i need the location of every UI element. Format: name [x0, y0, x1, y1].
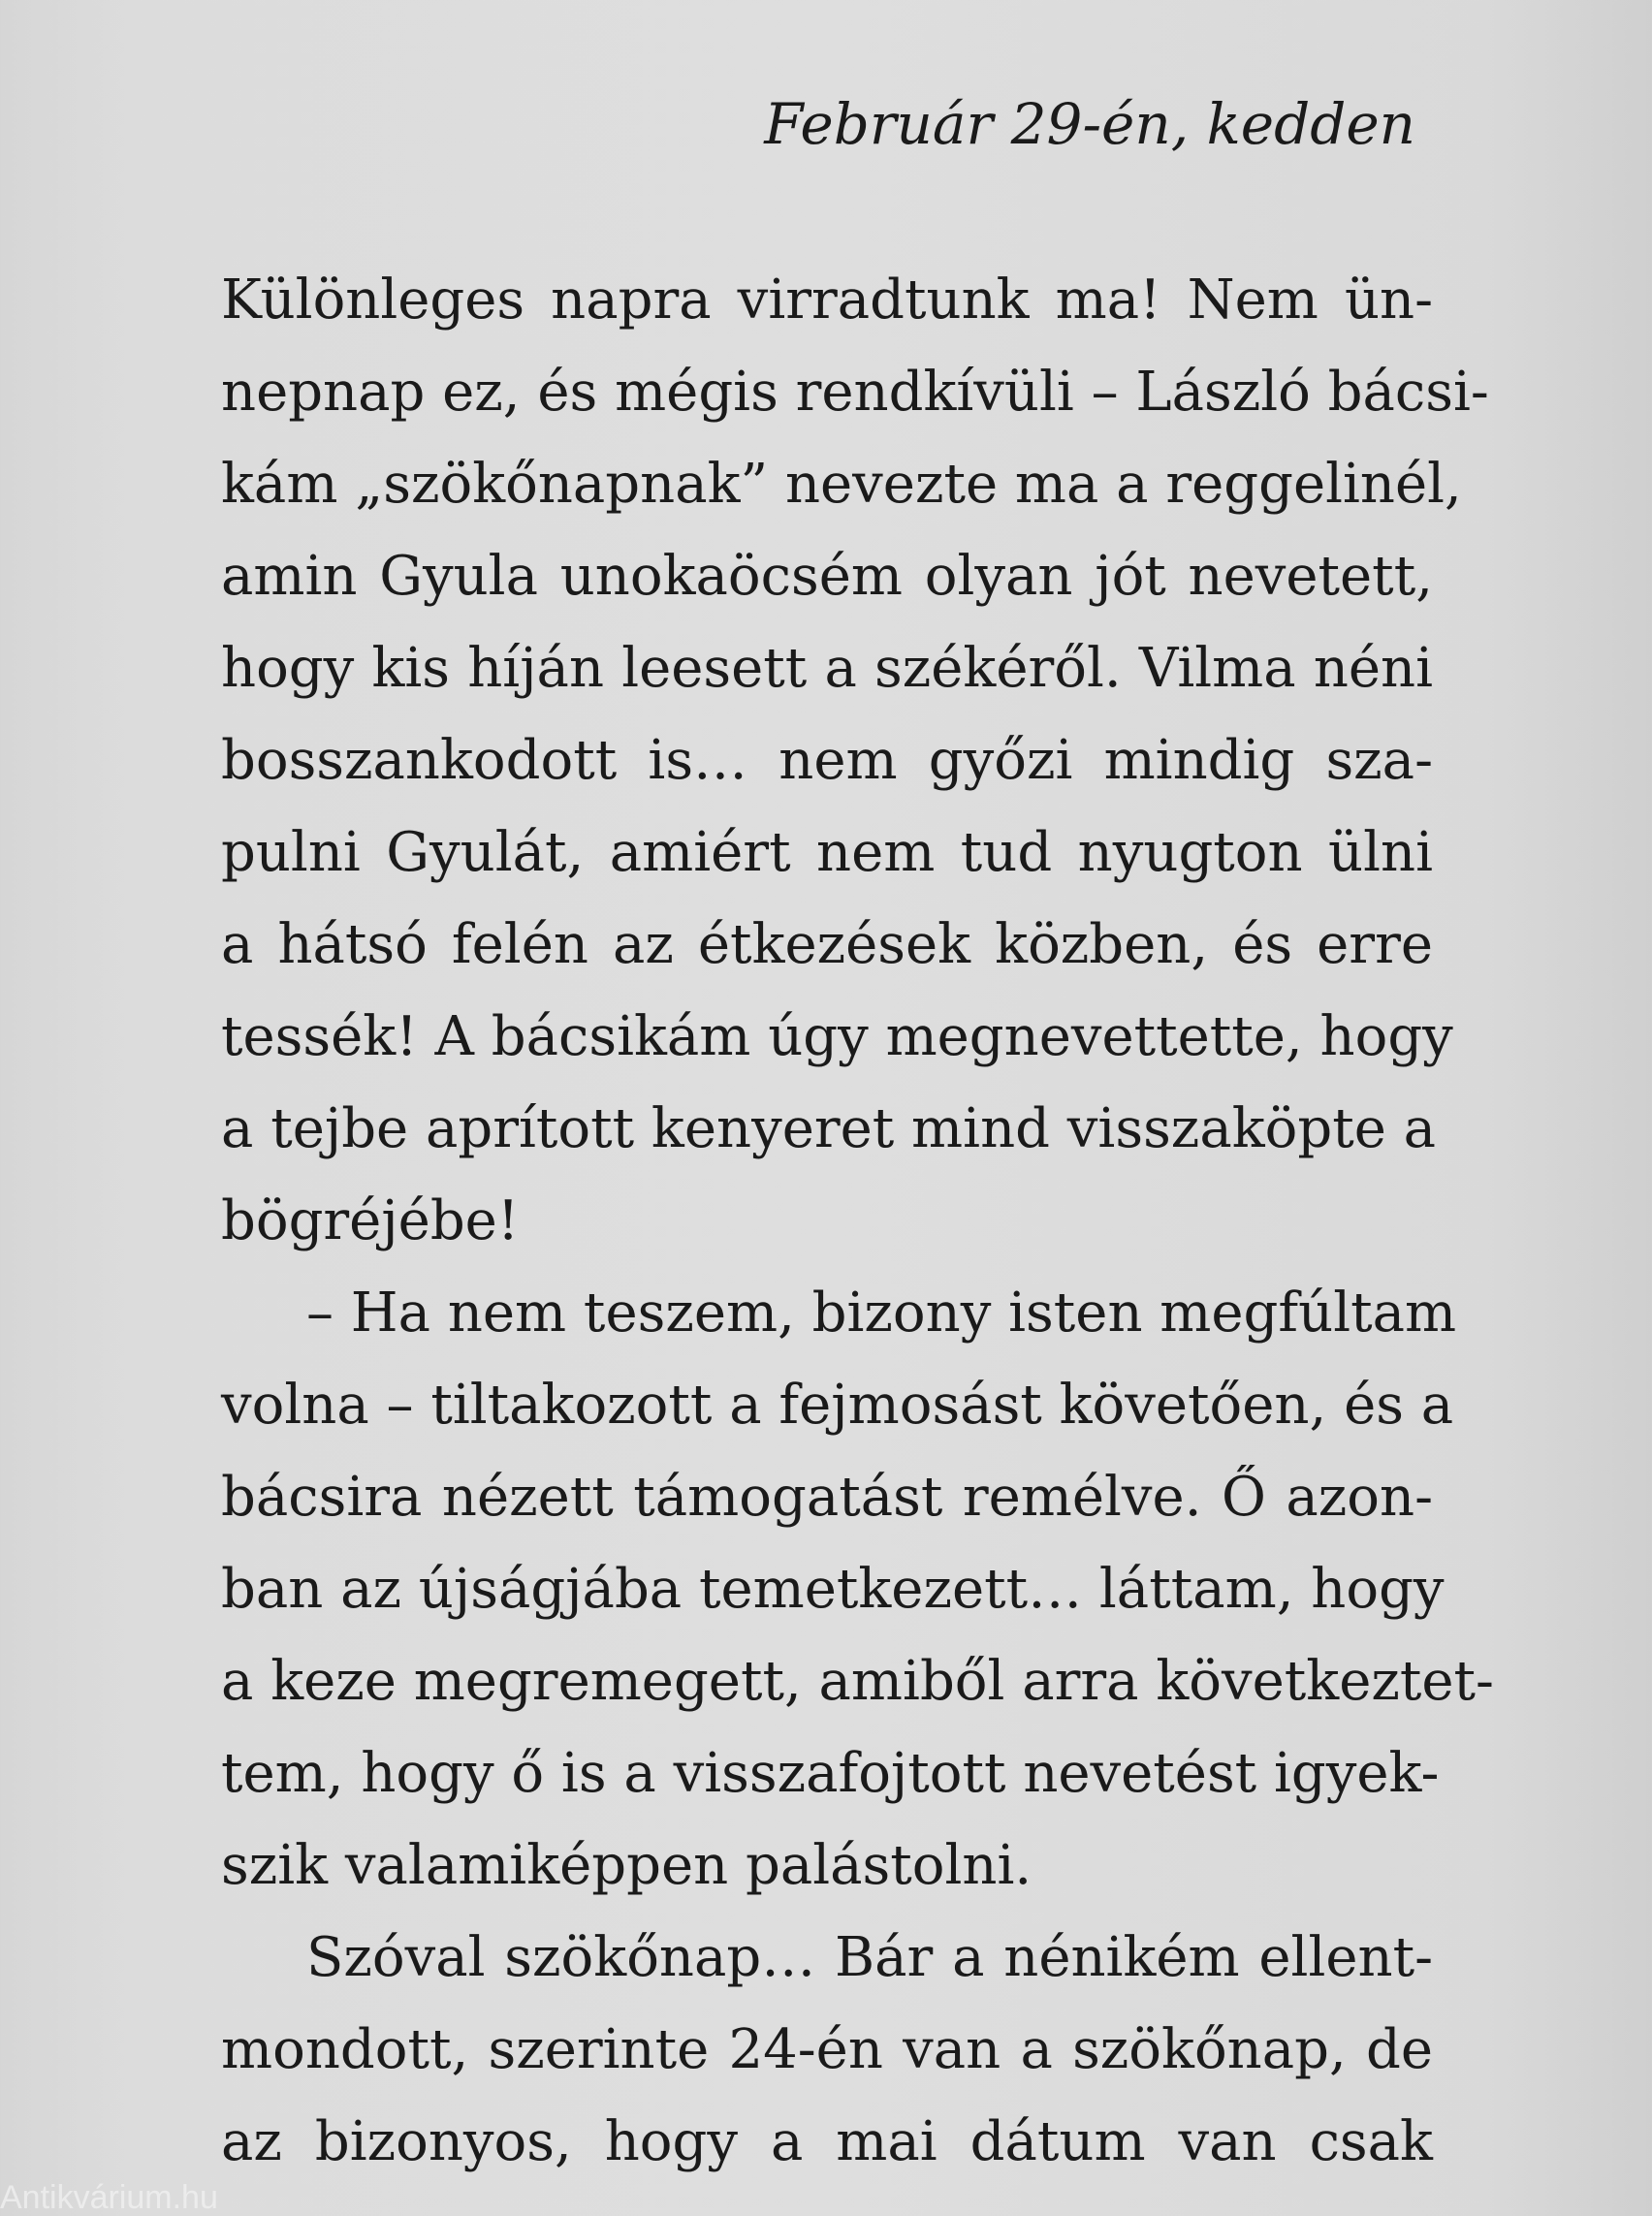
diary-entry-text: [221, 254, 1494, 2188]
text-line: – Ha nem teszem, bizony isten megfúltam: [306, 1282, 1457, 1345]
watermark: Antikvárium.hu: [0, 2179, 218, 2216]
text-line: kám „szökőnapnak” nevezte ma a reggelinél,: [221, 453, 1462, 516]
diary-entry-date: Február 29-én, kedden: [764, 91, 1415, 157]
text-line: bácsira nézett támogatást remélve. Ő azon-: [221, 1466, 1433, 1529]
text-line: Különleges napra virradtunk ma! Nem ün-: [221, 269, 1433, 332]
text-line: a keze megremegett, amiből arra következtet-: [221, 1650, 1494, 1713]
text-line: pulni Gyulát, amiért nem tud nyugton ülni: [221, 821, 1433, 884]
text-line: hogy kis híján leesett a székéről. Vilma néni: [221, 637, 1433, 700]
text-line: szik valamiképpen palástolni.: [221, 1834, 1032, 1897]
text-line: mondott, szerinte 24-én van a szökőnap, de: [221, 2018, 1433, 2081]
text-line: tessék! A bácsikám úgy megnevettette, hogy: [221, 1005, 1453, 1068]
text-line: Szóval szökőnap… Bár a nénikém ellent-: [306, 1926, 1433, 1989]
text-line: az bizonyos, hogy a mai dátum van csak: [221, 2110, 1433, 2173]
text-line: bögréjébe!: [221, 1189, 520, 1252]
text-line: ban az újságjába temetkezett… láttam, hogy: [221, 1558, 1445, 1621]
text-line: amin Gyula unokaöcsém olyan jót nevetett,: [221, 545, 1433, 608]
text-line: tem, hogy ő is a visszafojtott nevetést igyek-: [221, 1742, 1440, 1805]
text-line: a hátsó felén az étkezések közben, és erre: [221, 913, 1433, 976]
text-line: a tejbe aprított kenyeret mind visszaköpte a: [221, 1097, 1437, 1160]
text-line: nepnap ez, és mégis rendkívüli – László bácsi-: [221, 361, 1489, 424]
text-line: bosszankodott is… nem győzi mindig sza-: [221, 729, 1433, 792]
text-line: volna – tiltakozott a fejmosást követően, és a: [221, 1374, 1454, 1437]
